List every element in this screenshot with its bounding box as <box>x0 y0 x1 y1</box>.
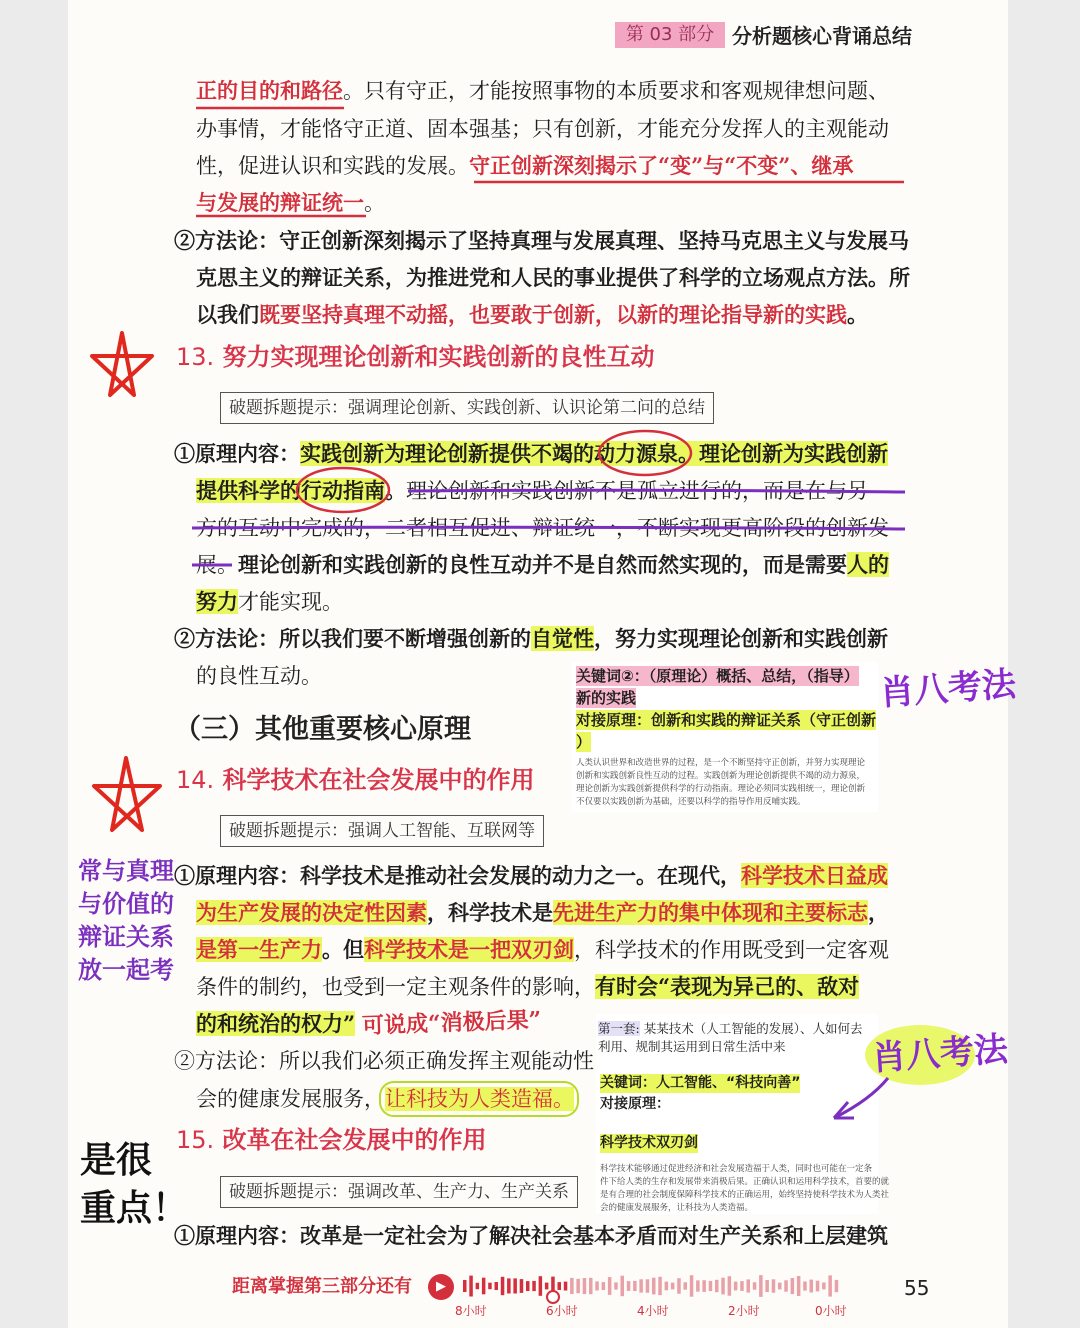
note-keyword: 新的实践 <box>576 689 637 707</box>
waveform-bar <box>778 1283 782 1290</box>
note-principle: ） <box>576 733 592 751</box>
text-span: 理论创新和实践创新的良性互动并不是自然而然实现的，而是需要 <box>238 552 847 577</box>
waveform-bar <box>469 1276 473 1297</box>
text-span: ①原理内容：改革是一定社会为了解决社会基本矛盾而对生产关系和上层建筑 <box>174 1223 888 1248</box>
red-phrase: 守正创新深刻揭示了“变”与“不变”、继承 <box>469 153 854 178</box>
note-keyword: 关键词②：（原理论）概括、总结，（指导） <box>576 667 859 685</box>
text-span: 会的健康发展服务， <box>196 1087 385 1111</box>
waveform-bar <box>709 1281 713 1291</box>
waveform-bar <box>501 1277 505 1295</box>
text-line: ②方法论：守正创新深刻揭示了坚持真理与发展真理、坚持马克思主义与发展马 <box>174 228 909 253</box>
waveform-bar <box>753 1282 757 1289</box>
footer-label: 距离掌握第三部分还有 <box>232 1276 412 1297</box>
circle-mark <box>297 468 389 512</box>
red-highlight: 是第一生产力 <box>196 937 322 962</box>
part-tag: 第 03 部分 <box>615 22 725 48</box>
note-small-text: 理论创新为实践创新提供科学的行动指南。理论必须同实践相统一，理论创新 <box>576 784 866 794</box>
waveform-bar <box>658 1277 662 1295</box>
waveform-bar <box>734 1282 738 1291</box>
waveform-bar <box>532 1281 536 1291</box>
waveform-bar <box>690 1275 694 1297</box>
waveform-bar <box>765 1280 769 1292</box>
highlight: 人的 <box>847 552 889 577</box>
circled-term: 动力源泉 <box>594 441 678 466</box>
waveform-bar <box>576 1279 580 1293</box>
struck-text: 理论创新和实践创新不是孤立进行的，而是在与另 <box>406 479 868 503</box>
heading-title: 努力实现理论创新和实践创新的良性互动 <box>222 343 655 371</box>
red-highlight: 科学技术日益成 <box>741 863 888 888</box>
handwriting-line: 与价值的 <box>78 889 174 918</box>
text-span: ， <box>868 900 889 925</box>
waveform-bar <box>721 1278 725 1295</box>
text-span: 。 <box>385 478 406 503</box>
waveform-bar <box>583 1278 587 1294</box>
handwriting-note <box>78 854 174 986</box>
heading-number: 15. <box>176 1126 215 1154</box>
bubble-mark <box>380 1082 578 1116</box>
waveform-bar <box>633 1281 637 1291</box>
handwriting-note <box>80 1136 188 1232</box>
circled-term: 行动指南 <box>301 478 385 503</box>
waveform-bar <box>677 1278 681 1294</box>
waveform-bar <box>564 1282 568 1291</box>
progress-tick: 0小时 <box>815 1304 847 1318</box>
hint-box: 破题拆题提示：强调理论创新、实践创新、认识论第二问的总结 <box>220 392 714 424</box>
waveform-bar <box>715 1280 719 1292</box>
page-header-title: 分析题核心背诵总结 <box>732 24 912 48</box>
section-3-heading: （三）其他重要核心原理 <box>174 714 471 745</box>
text-line: 办事情，才能恪守正道、固本强基；只有创新，才能充分发挥人的主观能动 <box>196 117 889 141</box>
note-principle: 对接原理： <box>600 1096 670 1112</box>
progress-tick: 2小时 <box>728 1304 760 1318</box>
progress-tick: 4小时 <box>637 1304 669 1318</box>
red-phrase: 正的目的和路径 <box>196 78 343 103</box>
waveform-bar <box>822 1283 826 1290</box>
handwriting-line: 常与真理 <box>78 856 174 885</box>
waveform-bar <box>702 1280 706 1292</box>
struck-text: 方的互动中完成的，二者相互促进、辩证统一，不断实现更高阶段的创新发 <box>196 516 889 540</box>
waveform-bar <box>816 1281 820 1292</box>
text-span: ，努力实现理论创新和实践创新 <box>594 626 888 651</box>
waveform-bar <box>740 1281 744 1291</box>
waveform-bar <box>759 1275 763 1297</box>
note-tag: 第一套: <box>598 1021 640 1036</box>
waveform-bar <box>696 1280 700 1291</box>
red-highlight: 科学技术是一把双刃剑 <box>364 937 574 962</box>
waveform-bar <box>595 1281 599 1290</box>
highlight: 自觉性 <box>531 626 594 651</box>
text-span: ，科学技术的作用既受到一定客观 <box>574 938 889 962</box>
note-small-text: 人类认识世界和改造世界的过程，是一个不断坚持守正创新，并努力实现理论 <box>576 758 866 768</box>
waveform-bar <box>614 1282 618 1289</box>
waveform-bar <box>747 1279 751 1292</box>
hint-box: 破题拆题提示：强调改革、生产力、生产关系 <box>220 1176 578 1208</box>
waveform-bar <box>810 1280 814 1293</box>
progress-tick: 6小时 <box>546 1304 578 1318</box>
waveform-bar <box>463 1280 467 1292</box>
waveform-bar <box>646 1279 650 1293</box>
text-span: 某某技术（人工智能的发展）、人如何去 <box>643 1021 863 1036</box>
text-span: 。但 <box>322 937 364 962</box>
waveform-bar <box>482 1278 486 1295</box>
waveform-bar <box>652 1278 656 1295</box>
star-icon <box>94 758 160 830</box>
text-span: 以我们 <box>196 302 259 327</box>
red-highlight: 先进生产力的集中体现和主要标志 <box>553 900 868 925</box>
highlight: 有时会“表现为异己的、敌对 <box>595 974 860 999</box>
waveform-bar <box>507 1278 511 1293</box>
page-number: 55 <box>904 1276 930 1300</box>
heading-number: 14. <box>176 766 215 794</box>
note-small-text: 科学技术能够通过促进经济和社会发展造福于人类，同时也可能在一定条 <box>600 1164 873 1174</box>
handwriting-note: 肖八考法 <box>870 1029 1010 1079</box>
red-highlight: 为生产发展的决定性因素 <box>196 900 427 925</box>
progress-waveform <box>462 1270 840 1302</box>
text-line: 的良性互动。 <box>196 664 322 688</box>
waveform-bar <box>665 1282 669 1291</box>
text-span: 。只有守正，才能按照事物的本质要求和客观规律想问题、 <box>343 79 889 103</box>
handwriting-line: 是很 <box>80 1139 153 1181</box>
waveform-bar <box>545 1283 549 1290</box>
note-small-text: 件下给人类的生存和发展带来消极后果。正确认识和运用科学技术，首要的就 <box>600 1177 890 1187</box>
purple-strike <box>408 490 905 492</box>
waveform-bar <box>639 1279 643 1292</box>
waveform-bar <box>627 1281 631 1291</box>
struck-text: 展。 <box>196 553 238 577</box>
waveform-bar <box>772 1279 776 1292</box>
text-line: ②方法论：所以我们必须正确发挥主观能动性 <box>174 1049 594 1073</box>
handwriting-note: 可说成“消极后果” <box>361 1006 542 1040</box>
circle-mark <box>599 431 691 475</box>
heading-number: 13. <box>176 343 215 371</box>
arrow-icon <box>834 1078 888 1118</box>
waveform-bar <box>526 1281 530 1291</box>
waveform-bar <box>602 1282 606 1290</box>
waveform-bar <box>608 1277 612 1295</box>
handwriting-line: 重点！ <box>80 1187 189 1229</box>
text-span: ②方法论：所以我们要不断增强创新的 <box>174 626 531 651</box>
play-icon[interactable]: ▶ <box>428 1274 454 1300</box>
text-span: 。 <box>364 191 385 215</box>
note-small-text: 创新和实践创新良性互动的过程。实践创新为理论创新提供不竭的动力源泉， <box>576 771 866 781</box>
text-span: 。 <box>847 302 868 327</box>
red-phrase: 既要坚持真理不动摇，也要敢于创新，以新的理论指导新的实践 <box>259 302 847 327</box>
waveform-bar <box>558 1282 562 1290</box>
red-phrase: 与发展的辩证统一 <box>196 190 364 215</box>
waveform-bar <box>684 1282 688 1289</box>
star-icon <box>92 333 152 395</box>
waveform-bar <box>671 1283 675 1290</box>
heading-title: 科学技术在社会发展中的作用 <box>222 766 535 794</box>
waveform-bar <box>520 1279 524 1293</box>
red-highlight: 让科技为人类造福。 <box>385 1087 574 1111</box>
heading-title: 改革在社会发展中的作用 <box>222 1126 487 1154</box>
waveform-bar <box>589 1278 593 1294</box>
handwriting-line: 辩证关系 <box>78 922 174 951</box>
text-span: ，科学技术是 <box>427 900 553 925</box>
waveform-bar <box>828 1275 832 1296</box>
waveform-bar <box>797 1276 801 1296</box>
waveform-bar <box>621 1276 625 1297</box>
hint-box: 破题拆题提示：强调人工智能、互联网等 <box>220 815 544 847</box>
text-span: 。理论创新为实践创新 <box>678 441 888 466</box>
note-small-text: 是有合理的社会制度保障科学技术的正确运用，始终坚持使科学技术为人类社 <box>600 1190 890 1200</box>
waveform-bar <box>570 1278 574 1294</box>
note-principle: 对接原理：创新和实践的辩证关系（守正创新 <box>576 711 877 729</box>
note-text: 利用、规制其运用到日常生活中来 <box>598 1039 786 1054</box>
highlight: 的和统治的权力” <box>196 1011 356 1036</box>
text-span: 才能实现。 <box>238 590 343 614</box>
note-keyword: 关键词：人工智能、“科技向善” <box>600 1075 801 1091</box>
waveform-bar <box>513 1278 517 1293</box>
handwriting-note: 肖八考法 <box>878 664 1018 714</box>
handwriting-line: 放一起考 <box>78 955 174 984</box>
waveform-bar <box>784 1280 788 1291</box>
waveform-bar <box>791 1278 795 1294</box>
note-principle: 科学技术双刃剑 <box>600 1135 698 1151</box>
waveform-bar <box>539 1276 543 1296</box>
text-span: 条件的制约，也受到一定主观条件的影响， <box>196 975 595 999</box>
text-span: ①原理内容：科学技术是推动社会发展的动力之一。在现代， <box>174 863 741 888</box>
waveform-bar <box>803 1282 807 1291</box>
waveform-bar <box>728 1276 732 1296</box>
waveform-bar <box>488 1283 492 1290</box>
waveform-bar <box>495 1282 499 1290</box>
text-span: 性，促进认识和实践的发展。 <box>196 154 469 178</box>
purple-strike <box>192 527 905 529</box>
note-small-text: 会的健康发展服务，让科技为人类造福。 <box>600 1203 754 1213</box>
text-span: ①原理内容： <box>174 441 300 466</box>
text-span: 提供科学的 <box>196 478 301 503</box>
text-line: 克思主义的辩证关系，为推进党和人民的事业提供了科学的立场观点方法。所 <box>196 265 910 290</box>
progress-tick: 8小时 <box>455 1304 487 1318</box>
waveform-bar <box>476 1283 480 1289</box>
note-small-text: 不仅要以实践创新为基础，还要以科学的指导作用反哺实践。 <box>576 797 806 807</box>
waveform-bar <box>835 1280 839 1292</box>
highlight: 努力 <box>196 589 238 614</box>
text-span: 实践创新为理论创新提供不竭的 <box>300 441 594 466</box>
